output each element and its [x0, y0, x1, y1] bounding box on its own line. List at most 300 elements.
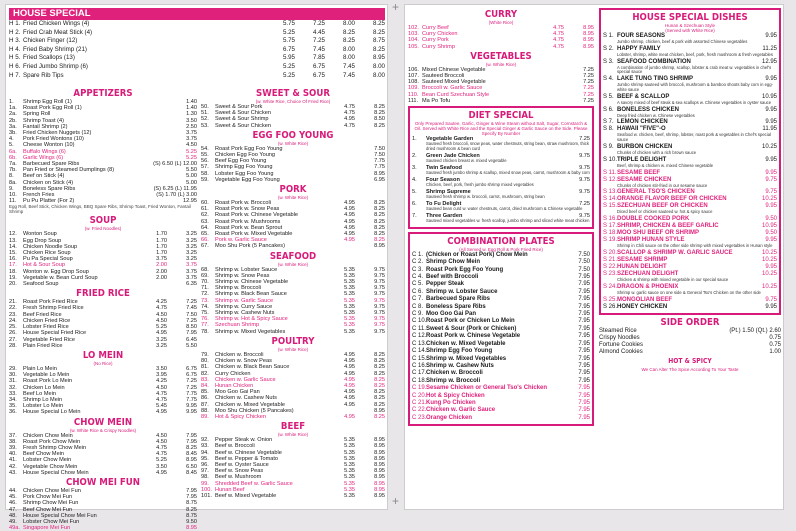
item-number: 48. [9, 512, 17, 519]
item-name: Roast Pork w. Chinese Vegetable [215, 212, 299, 219]
item-name: Sauteed Broccoli [422, 73, 465, 80]
item-number: 82. [201, 370, 209, 377]
item-price: 8.95 [374, 437, 385, 444]
item-price: 5.35 [344, 316, 355, 323]
item-name: Curry Pork [422, 37, 449, 44]
item-price: 5.25 [156, 324, 167, 331]
item-price: 2.00 [156, 274, 167, 281]
item-name: Beef Chow Mein [23, 451, 65, 458]
item-price: 9.75 [374, 316, 385, 323]
item-number: 111. [408, 97, 419, 104]
item-number: 15. [9, 250, 17, 257]
item-name: Chicken w. Mixed Vegetable [426, 340, 506, 347]
item-price: 9.95 [765, 119, 777, 126]
diet-special-title: DIET SPECIAL [468, 110, 534, 122]
item-number: S 1. [603, 33, 614, 39]
item-name: Fresh Shrimp Chow Mein [23, 444, 87, 451]
item-name: Shrimp w. Broccoli [426, 377, 481, 384]
item-price: 5.35 [344, 486, 355, 493]
combo-item-row [412, 415, 590, 422]
item-price: 10.25 [761, 249, 777, 256]
item-number: 66. [201, 237, 209, 244]
item-number: 87. [201, 401, 209, 408]
item-price: 9.95 [765, 203, 777, 210]
item-number: 58. [201, 170, 209, 177]
item-name: Curry Beef [422, 25, 449, 31]
item-name: Four Season [426, 176, 460, 183]
item-price: 4.95 [156, 409, 167, 416]
item-number: 3b. [9, 130, 17, 137]
item-price: 4.95 [344, 376, 355, 383]
item-price: 7.95 [578, 355, 590, 362]
item-number: S 15. [603, 203, 618, 210]
item-name: Almond Cookies [599, 348, 643, 355]
item-price: 7.50 [186, 311, 197, 318]
item-name: Buffalo Wings (6) [23, 148, 66, 155]
item-price: 8.95 [374, 455, 385, 462]
item-price: 8.95 [374, 170, 385, 177]
item-name: Pork w. Garlic Sauce [215, 237, 267, 244]
item-number: 8a. [9, 179, 17, 186]
item-price: 9.75 [765, 176, 777, 183]
item-name: Lobster Lo Mein [23, 403, 64, 410]
hot-spicy-note: We Can Alter The Spice According To Your Taste [641, 366, 739, 372]
item-price: 1.70 [156, 243, 167, 250]
item-price: 7.75 [374, 158, 385, 165]
item-price: 8.95 [372, 54, 385, 62]
item-price: 8.25 [374, 401, 385, 408]
item-number: C 3. [412, 266, 424, 273]
item-price: 8.95 [374, 449, 385, 456]
item-name: DOUBLE COOKED PORK [617, 216, 690, 223]
item-number: S 4. [603, 76, 614, 83]
poultry-title: POULTRY [271, 335, 315, 347]
item-name: Lobster Fried Rice [23, 324, 69, 331]
special-dish-row [603, 304, 777, 311]
item-price [325, 243, 355, 249]
item-name: Beef w. Pepper & Tomato [215, 455, 279, 462]
item-number: 13. [9, 237, 17, 244]
item-number: 49. [9, 518, 17, 525]
item-name: Pork Fried Wontons (10) [23, 136, 84, 143]
item-number: 81. [201, 364, 209, 371]
item-name: Beef on Stick (4) [23, 173, 65, 180]
item-number: C 17. [412, 370, 427, 377]
item-name: Twin Seafood [426, 164, 462, 171]
item-number: 1a. [9, 105, 17, 112]
item-price: 8.95 [186, 525, 197, 531]
item-number: 1. [412, 136, 417, 143]
item-price: 7.95 [578, 377, 590, 384]
combo-item-row [412, 318, 590, 325]
item-name: Shrimp w. Lobster Sauce [426, 288, 498, 295]
item-description: Diced beef or chicken sauteed w. hot & spicy sauce [617, 209, 713, 215]
item-number: S 17. [603, 223, 618, 230]
item-price: 12.95 [183, 198, 197, 205]
item-name: SESAME BEEF [617, 169, 661, 176]
item-price: 5.25 [282, 62, 295, 70]
house-special-row [9, 72, 385, 81]
item-number: 21. [9, 299, 17, 306]
item-description: Sauteed fresh jumbo shrimp & scallop, mixed snow peas, carrot, mushroom & baby corn [426, 170, 590, 176]
item-price: 7.50 [578, 266, 590, 273]
item-price: 8.25 [186, 506, 197, 513]
item-number: 98. [201, 474, 209, 481]
item-name: Moo Shu Chicken (5 Pancakes) [215, 407, 294, 414]
combo-item-row [412, 267, 590, 274]
item-name: Lobster Chow Mei Fun [23, 518, 80, 525]
item-price: 0.75 [769, 341, 781, 348]
item-number: 89. [201, 413, 209, 420]
menu-page-left [5, 4, 388, 531]
combo-item-row [412, 252, 590, 259]
combo-item-row [412, 370, 590, 377]
item-name: Beef Egg Foo Young [215, 158, 267, 165]
item-number: 18. [9, 268, 17, 275]
item-name: Shrimp w. Garlic Sauce [215, 297, 274, 304]
item-price: 7.75 [186, 396, 197, 403]
item-price: 4.95 [344, 212, 355, 219]
item-price: 4.95 [344, 413, 355, 420]
item-number: 85. [201, 389, 209, 396]
item-name: Chicken w. Broccoli [426, 370, 483, 377]
item-price: 7.25 [579, 136, 590, 143]
item-name: Wonton Soup [23, 231, 57, 238]
item-price: 3.50 [156, 463, 167, 470]
item-description: A savory mixed of beef steak & sea scallops w. Chinese vegetables in oyster sauce [617, 99, 772, 105]
item-number: 71. [201, 285, 209, 292]
item-number: 83. [201, 376, 209, 383]
item-price: 9.75 [579, 164, 590, 171]
item-price: 4.75 [344, 104, 355, 110]
item-number: 9. [9, 185, 14, 192]
item-number: 75. [201, 310, 209, 317]
item-price: 4.95 [344, 206, 355, 213]
item-price: 7.50 [374, 145, 385, 152]
combination-plates-title: COMBINATION PLATES [447, 235, 555, 247]
soup-subtitle: (w. Fried Noodles) [84, 226, 122, 232]
soup-title: SOUP [89, 215, 117, 227]
item-price: 8.25 [374, 231, 385, 238]
side-order-row [599, 342, 781, 349]
item-description: Sauteed mixed vegetables w. fresh scallop, jumbo shrimp and sliced white meat chicken [426, 218, 590, 224]
item-price: 7.95 [186, 432, 197, 439]
item-price: 4.45 [312, 28, 325, 36]
item-price: 7.25 [186, 299, 197, 306]
item-description: Beef, shrimp & chicken w. mixed Chinese vegetable [617, 162, 714, 168]
item-number: 92. [201, 437, 209, 444]
item-number: 45. [9, 494, 17, 501]
item-name: BONELESS CHICKEN [617, 106, 680, 113]
item-price: 7.75 [374, 164, 385, 171]
item-name: Shredded Beef w. Garlic Sauce [215, 480, 293, 487]
item-number: 56. [201, 158, 209, 165]
item-name: Chicken Chow Mei Fun [23, 487, 81, 494]
item-number: C 15. [412, 355, 427, 362]
item-price: 8.00 [372, 71, 385, 79]
item-number: 25. [9, 324, 17, 331]
item-name: Roast Pork w. Mixed Vegetable [215, 231, 293, 238]
item-name: Vegetable Egg Foo Young [215, 176, 280, 183]
item-name: Vegetable Garden [426, 136, 474, 143]
item-number: 102. [408, 25, 419, 31]
diet-special-box [408, 106, 594, 229]
house-special-dishes-box [599, 8, 781, 315]
item-name: Orange Chicken [426, 414, 473, 421]
item-description: Sauteed chicken breast w. mixed vegetable [426, 158, 507, 164]
item-description: Deep fried chicken w. Chinese vegetables [617, 112, 695, 118]
item-name: Vegetable w. Bean Curd Soup [23, 274, 98, 281]
item-name: Hot & Spicy Chicken [215, 413, 266, 420]
item-price: 9.75 [374, 297, 385, 304]
item-price: 11.95 [762, 126, 777, 133]
item-price: 3.50 [186, 117, 197, 124]
item-number: S 16. [603, 216, 618, 223]
item-price: 10.25 [761, 143, 777, 150]
house-special-dishes-subtitle-2: (Served with White Rice) [665, 28, 715, 33]
item-name: Shrimp w. Hot & Spicy Sauce [215, 316, 288, 323]
item-number: 19. [9, 274, 17, 281]
item-number: C 12. [412, 333, 427, 340]
item-price: 7.25 [579, 200, 590, 207]
item-price: 8.25 [374, 218, 385, 225]
item-name: Roast Pork Lo Mein [23, 378, 73, 385]
item-price: 5.50 [186, 167, 197, 174]
beef-subtitle: (w. White Rice) [277, 432, 309, 438]
item-number: 59. [201, 176, 209, 183]
item-number: 97. [201, 468, 209, 475]
item-price: 5.35 [344, 272, 355, 279]
item-price: 7.50 [374, 152, 385, 159]
combo-item-row [412, 378, 590, 385]
item-price: 7.25 [583, 66, 594, 73]
item-name: MONGOLIAN BEEF [617, 296, 672, 303]
item-price: 5.35 [344, 310, 355, 317]
item-name: Pan Fried or Steamed Dumplings (8) [23, 167, 115, 174]
item-name: Chicken Egg Foo Young [215, 152, 276, 159]
item-name: Chicken w. Snow Peas [215, 358, 272, 365]
item-price: 7.95 [578, 370, 590, 377]
item-price: 9.75 [579, 188, 590, 195]
item-number: 100. [201, 486, 212, 493]
poultry-subtitle: (w. White Rice) [277, 346, 309, 352]
item-price: 9.95 [765, 303, 777, 310]
item-price: 8.75 [186, 500, 197, 507]
item-number: C 9. [412, 311, 424, 318]
item-name: ORANGE FLAVOR BEEF OR CHICKEN [617, 196, 727, 203]
item-price: 1.40 [186, 99, 197, 105]
item-name: Kung Po Chicken [426, 399, 476, 406]
item-price: 9.75 [374, 303, 385, 310]
menu-item-row [201, 243, 385, 249]
seafood-title: SEAFOOD [269, 250, 317, 262]
item-number: 76. [201, 316, 209, 323]
item-number: 33. [9, 390, 17, 397]
item-price: 4.95 [344, 224, 355, 231]
item-price: 8.25 [374, 395, 385, 402]
item-price: 1.40 [186, 105, 197, 112]
item-price: 8.95 [186, 457, 197, 464]
item-price: 7.50 [578, 251, 590, 258]
item-price: 9.95 [765, 169, 777, 176]
item-name: House Special Lo Mein [23, 409, 81, 416]
item-price: 8.25 [372, 28, 385, 36]
item-price: 8.25 [374, 351, 385, 358]
item-number: 73. [201, 297, 209, 304]
item-number: C 23. [412, 414, 427, 421]
side-order-section [599, 317, 781, 372]
item-price: 3.75 [156, 256, 167, 263]
item-number: 67. [201, 243, 209, 250]
special-dish-row [603, 230, 777, 237]
item-description: Sauteed fresh broccoli, snow peas, water chestnuts, string bean, straw mushroom, thick dried mushroom & bean curd [426, 141, 589, 152]
item-price: 7.95 [578, 303, 590, 310]
item-name: Moo Goo Gai Pan [215, 389, 260, 396]
item-price: 6.45 [186, 336, 197, 343]
item-price: 4.25 [156, 378, 167, 385]
item-price: 9.75 [579, 212, 590, 219]
item-price: 8.95 [374, 474, 385, 481]
special-dish-row [603, 250, 777, 257]
item-price: 4.75 [553, 25, 564, 31]
item-number: 5. [9, 142, 14, 149]
item-price: 8.25 [374, 370, 385, 377]
item-price: 8.25 [374, 237, 385, 244]
item-price: 5.25 [186, 148, 197, 155]
item-number: 110. [408, 91, 419, 98]
item-price: 0.75 [769, 334, 781, 341]
item-name: Vegetable Lo Mein [23, 372, 70, 379]
item-name: HAWAII "FIVE"-O [617, 126, 666, 133]
item-price: 7.95 [186, 487, 197, 494]
item-price: 8.25 [372, 45, 385, 53]
item-number: 46. [9, 500, 17, 507]
item-number: 24. [9, 317, 17, 324]
item-name: Beef with Broccoli [426, 274, 479, 281]
item-number: C 22. [412, 407, 427, 414]
item-description: Jumbo shrimp sauteed with broccoli, mushroom & bamboo shoots baby corn in egg-white sauce [617, 82, 773, 92]
item-price: 6.35 [186, 281, 197, 288]
item-price: 9.75 [374, 266, 385, 273]
item-number: S 8. [603, 126, 614, 133]
item-price: 6.75 [186, 372, 197, 379]
item-number: 37. [9, 432, 17, 439]
item-number: H 3. [9, 37, 21, 45]
item-name: LEMON CHICKEN [617, 119, 668, 126]
house-special-row [9, 63, 385, 72]
item-name: Spring Roll [23, 111, 51, 118]
item-name: MOO SHU BEEF OR SHRIMP [617, 230, 700, 237]
item-number: 26. [9, 330, 17, 337]
menu-item-row [201, 123, 385, 129]
item-name: SEAFOOD COMBINATION [617, 58, 691, 65]
item-name: Shrimp w. Cashew Nuts [215, 310, 275, 317]
item-number: 65. [201, 231, 209, 238]
item-name: (Chicken or Roast Pork) Chow Mein [426, 251, 528, 258]
house-special-header [9, 8, 385, 20]
item-price: 8.25 [372, 20, 385, 27]
item-name: Chicken w. Garlic Sauce [215, 376, 276, 383]
item-number: 96. [201, 461, 209, 468]
item-price: 8.25 [374, 200, 385, 207]
item-name: GENERAL TSO'S CHICKEN [617, 189, 695, 196]
menu-item-row [9, 409, 197, 415]
item-price: 8.95 [374, 461, 385, 468]
item-name: Plain Lo Mein [23, 365, 57, 372]
item-price: 8.95 [374, 480, 385, 487]
item-price: 7.95 [578, 296, 590, 303]
item-price: 7.45 [312, 45, 325, 53]
item-name: Curry Chicken [215, 370, 251, 377]
item-price: 7.95 [186, 494, 197, 501]
item-name: French Fries [23, 192, 55, 199]
item-price: 4.25 [156, 299, 167, 306]
item-price: 9.95 [186, 403, 197, 410]
item-number: 4. [412, 176, 417, 183]
menu-item-row [408, 44, 594, 50]
item-name: Crispy Noodles [599, 334, 640, 341]
item-price: 3.50 [156, 365, 167, 372]
item-price: 3.25 [186, 250, 197, 257]
item-name: Shrimp w. Broccoli [215, 285, 262, 292]
item-name: Beef w. Snow Peas [215, 468, 264, 475]
item-name: Hot & Spicy Chicken [426, 392, 485, 399]
item-price: 8.95 [583, 25, 594, 31]
item-price: 5.35 [344, 297, 355, 304]
item-name: Moo Shu Pork (5 Pancakes) [215, 243, 285, 250]
crop-mark-bottom: + [392, 494, 400, 508]
item-number: 93. [201, 443, 209, 450]
item-price: 8.95 [374, 243, 385, 250]
item-price: 4.95 [344, 218, 355, 225]
item-name: Chicken Finger (12) [23, 37, 78, 45]
item-name: Fried Chicken Wings (4) [23, 20, 90, 27]
item-name: Vegetable Chow Mein [23, 463, 78, 470]
item-price: 4.75 [553, 37, 564, 44]
item-name: Roast Pork Fried Rice [23, 299, 78, 306]
combo-item-row [412, 363, 590, 370]
item-number: 64. [201, 224, 209, 231]
item-number: 62. [201, 212, 209, 219]
item-number: C 20. [412, 392, 427, 399]
item-price: 5.45 [156, 403, 167, 410]
item-price: 5.35 [344, 303, 355, 310]
item-price: 4.95 [344, 237, 355, 244]
item-price: 5.35 [344, 492, 355, 499]
item-description: Jumbo shrimp, chicken, beef & pork with assorted Chinese vegetables [617, 39, 748, 44]
item-price: 1.70 [156, 231, 167, 238]
item-number: C 16. [412, 362, 427, 369]
combo-item-row [412, 356, 590, 363]
item-number: 99. [201, 480, 209, 487]
fried-rice-title: FRIED RICE [76, 288, 130, 300]
item-name: Barbecued Spare Ribs [426, 296, 491, 303]
item-name: Shrimp w. Cashew Nuts [426, 362, 494, 369]
curry-title: CURRY [484, 9, 518, 20]
item-price: 7.45 [342, 71, 355, 79]
item-number: 6b. [9, 154, 17, 161]
house-special-title: HOUSE SPECIAL [13, 8, 91, 19]
item-name: SHRIMP, CHICKEN & BEEF GARLIC [617, 223, 719, 230]
menu-item-row [201, 329, 385, 335]
side-order-row [599, 335, 781, 342]
item-number: 6. [412, 200, 417, 207]
item-name: Sweet & Sour Pork [215, 104, 263, 110]
item-price: 8.25 [374, 382, 385, 389]
item-number: 23. [9, 311, 17, 318]
item-price: 8.00 [372, 62, 385, 70]
item-name: Sweet & Sour Shrimp [215, 116, 269, 123]
